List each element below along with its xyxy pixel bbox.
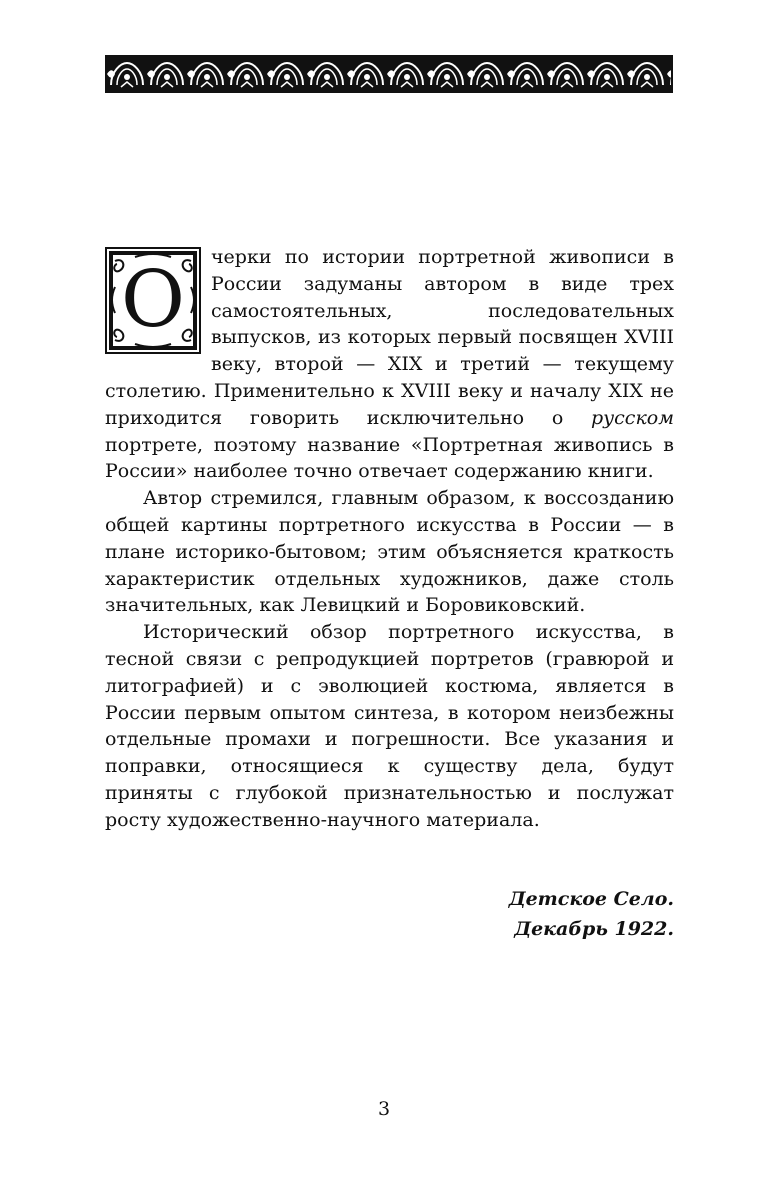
drop-cap-frame (105, 247, 201, 354)
paragraph-1 (105, 244, 674, 485)
paragraph-1-rest: портрете, поэтому название «Портретная живопись в России» наиболее точно отвечает содержанию книги. (105, 433, 674, 483)
signature (509, 884, 674, 944)
paragraph-1-text: черки по истории портретной живописи в России задуманы автором в виде трех самостоятельных, последовательных выпусков, из которых первый посвящен XVIII веку, второй — XIX и третий — текущему столетию. Применительно к XVIII веку и началу XIX не приходится говорить исключительно о (105, 246, 674, 429)
paragraph-3: Исторический обзор портретного искусства, в тесной связи с репродукцией портретов (гравюрой и литографией) и с эволюцией костюма, является в России первым опытом синтеза, в котором неизбежны отдельные промахи и погрешности. Все указания и поправки, относящиеся к существу дела, будут приняты с глубокой признательностью и послужат росту художественно-научного материала. (105, 621, 674, 831)
signature-place: Детское Село. (508, 888, 674, 910)
signature-date: Декабрь 1922. (514, 918, 674, 940)
ornament-scroll-icon (107, 57, 671, 91)
paragraph-1-emphasis: русском (590, 406, 674, 429)
preface-text (105, 244, 674, 834)
ornamental-header-band (105, 55, 673, 93)
drop-cap-letter: О (121, 255, 185, 345)
paragraph-2: Автор стремился, главным образом, к воссозданию общей картины портретного искусства в России — в плане историко-бытовом; этим объясняется краткость характеристик отдельных художников, даже столь значительных, как Левицкий и Боровиковский. (105, 487, 674, 617)
page-number: 3 (377, 1098, 391, 1120)
